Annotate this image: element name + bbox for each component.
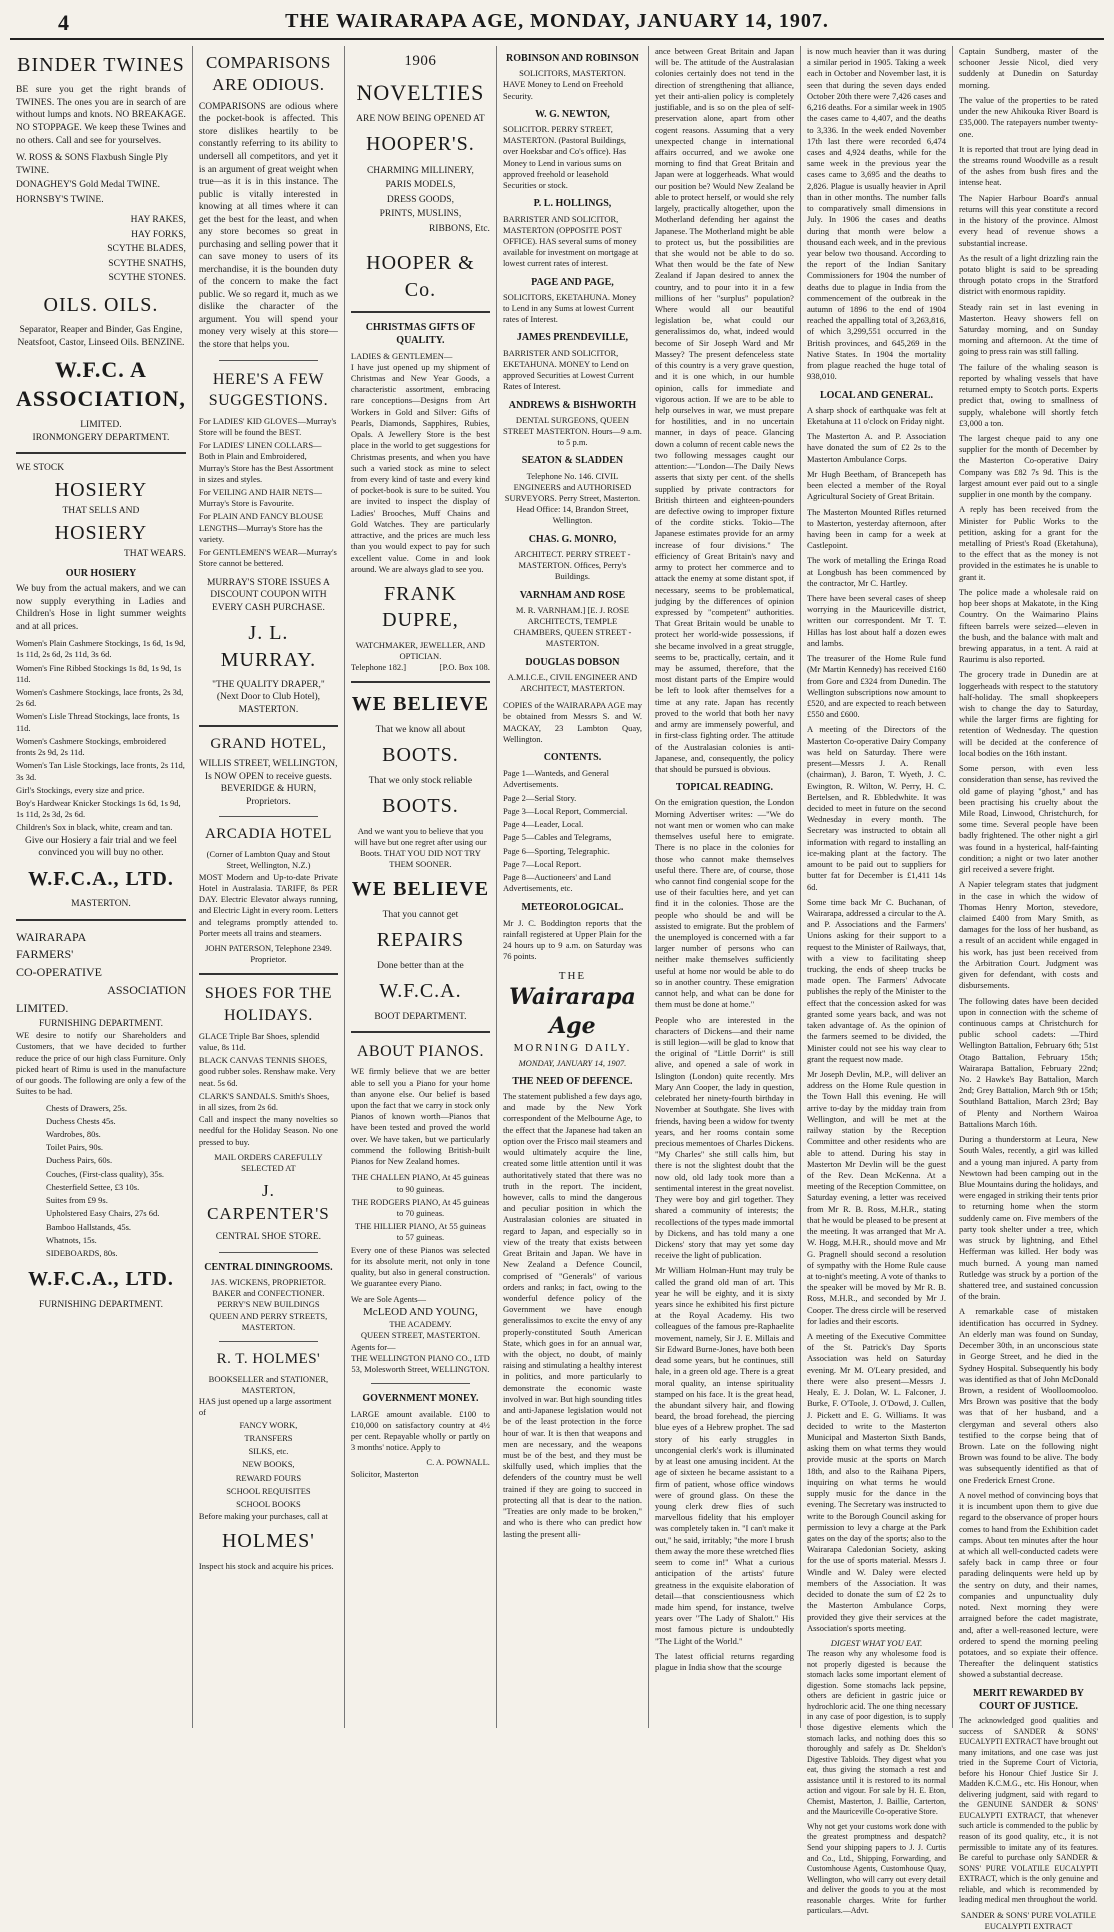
murray-notice: MURRAY'S STORE ISSUES A DISCOUNT COUPON WITH EVERY CASH PURCHASE. [206, 577, 330, 613]
news-item: Mr Hugh Beetham, of Brancepeth has been elected a member of the Royal Agricultural Society of Great Britain. [806, 468, 946, 502]
pianos-body: WE firmly believe that we are better able to sell you a Piano for your home than anyone else. Our belief is based upon the fact that we carry in stock only Pianos of known worth—Pianos that have been tested and proved the world over. We have taken, but we particularly commend the following British-built Pianos for New Zealand homes. [350, 1066, 490, 1167]
furnish-logo [16, 929, 186, 1018]
news-item: A sharp shock of earthquake was felt at Eketahuna at 11 o'clock on Friday night. [806, 404, 946, 426]
list-item: FARMERS' [16, 947, 74, 962]
novelties-heading: NOVELTIES [356, 79, 485, 105]
believe-body-3: And we want you to believe that you will have but one regret after using our Boots. THAT YOU DID NOT TRY THEM SOONER. [354, 825, 487, 870]
list-item: SCHOOL REQUISITES [226, 1485, 311, 1496]
news-item: A meeting of the Directors of the Masterton Co-operative Dairy Company was held on Saturday. There were present—Messrs J. A. Renall (chairman), J. Baron, T. Wyeth, J. C. Ewington, R. Wilton, W. Perry, H. C. Bertelsen, and R. Ebbledwhite. It was decided to meet in future on the second Wednesday in every month. The Secretary was instructed to obtain all information with regard to installing an ice-making plant at the factory. The amount to be paid out to suppliers for butter fat for December is £1,411 14s 6d. [806, 724, 946, 892]
dupre-contact [351, 662, 490, 673]
news-item: The grocery trade in Dunedin are at loggerheads with respect to the statutory half-holiday. The small shopkeepers wish to change the day to Saturday, while the larger firms are fighting for retention of Wednesday. The question will be decided at the conference of local bodies on the 16th instant. [958, 669, 1098, 758]
news-item: There have been several cases of sheep worrying in the Mauriceville district, written our correspondent. Mr T. T. Hillas has lost about half a dozen ewes and lambs. [806, 593, 946, 648]
govt-money-heading: GOVERNMENT MONEY. [362, 1393, 479, 1405]
andrews-body: DENTAL SURGEONS, QUEEN STREET MASTERTON. Hours—9 a.m. to 5 p.m. [502, 414, 642, 448]
news-item: The Masterton Mounted Rifles returned to Masterton, yesterday afternoon, after having been in camp for a week at Castlepoint. [806, 506, 946, 551]
topical-end: The latest official returns regarding plague in India show that the scourge [654, 1650, 794, 1673]
news-item: The work of metalling the Eringa Road at Longbush has been commenced by the contractor, Mr C. Hartley. [806, 555, 946, 588]
pianos-heading: ABOUT PIANOS. [356, 1043, 484, 1061]
boots-label: BOOTS. [382, 744, 459, 767]
list-item: Women's Cashmere Stockings, embroidered fronts 2s 9d, 2s 11d. [16, 735, 167, 758]
hoopers-name: HOOPER'S. [366, 133, 475, 156]
prendeville-body: BARRISTER AND SOLICITOR, EKETAHUNA. MONEY to Lend on approved Securities at Lowest Current Rates of Interest. [502, 347, 634, 392]
list-item: Duchess Pairs, 60s. [46, 1155, 113, 1166]
varnham-heading: VARNHAM AND ROSE [519, 589, 626, 601]
list-item: Women's Plain Cashmere Stockings, 1s 6d, 1s 9d, 1s 11d, 2s 6d, 2s 11d, 3s 6d. [16, 638, 186, 660]
queen-street: QUEEN STREET, MASTERTON. [360, 1330, 480, 1341]
furnish-body: WE desire to notify our Shareholders and Customers, that we have decided to further reduce the price of our high class Furniture. Only picked heart of Rimu is used in the manufacture of our goods. The following are only a few of the Suites to be had. [16, 1030, 186, 1097]
govt-money-name: C. A. POWNALL. [426, 1457, 490, 1468]
defence-heading: THE NEED OF DEFENCE. [512, 1075, 633, 1087]
list-item: Page 1—Wanteds, and General Advertisements. [502, 768, 609, 790]
news-item: As the result of a light drizzling rain the potato blight is said to be spreading through potato crops in the Stratford district with enormous rapidity. [958, 252, 1098, 297]
dobson-ad [503, 656, 642, 695]
list-item: REWARD FOURS [235, 1472, 302, 1483]
robinson-sub: SOLICITORS, MASTERTON. [519, 68, 626, 79]
arcadia-address: (Corner of Lambton Quay and Stout Street, Wellington, N.Z.) [206, 849, 331, 871]
newton-heading: W. G. NEWTON, [535, 108, 610, 120]
dupre-telephone: Telephone 182.] [350, 662, 407, 673]
monro-ad [503, 533, 642, 583]
list-item: WAIRARAPA [16, 929, 87, 944]
prendeville-heading: JAMES PRENDEVILLE, [516, 332, 629, 344]
list-item: For LADIES' KID GLOVES—Murray's Store will be found the BEST. [198, 415, 337, 437]
list-item: Boy's Hardwear Knicker Stockings 1s 6d, 1s 9d, 1s 11d, 2s 3d, 2s 6d. [16, 797, 181, 820]
list-item: HAY RAKES, [130, 215, 186, 226]
list-item: DRESS GOODS, [386, 194, 454, 205]
comparisons-body: COMPARISONS are odious where the pocket-book is affected. This store dislikes heartily to be constantly referring to its ability to undersell all competitors, and yet it is an argument of great weight when true—as it is in this instance. The public is vitally interested in knowing at all times where it can get the best for the least, and when any store becomes so great in purchasing and selling power that it can save money to users of its merchandise, it is the bounden duty of the concern to make the fact public. We so regard it, much as we dislike the character of the argument. You will spend your money very wisely at this store—the store that helps you. [198, 101, 338, 350]
hosiery-body: We buy from the actual makers, and we can now supply everything in Ladies and Children's Hose in light summer weights and at all prices. [16, 583, 186, 632]
merit-body: The acknowledged good qualities and success of SANDER & SONS' EUCALYPTI EXTRACT have brought out many imitations, and one case was just tried in the Supreme Court of Victoria, before his Honour Chief Justice Sir J. Madden K.C.M.G., etc. His Honour, when delivering judgment, said with regard to the GENUINE SANDER & SONS' EUCALYPTI EXTRACT, that whenever such article is commended to the public by reason of its good quality, etc., it is not permissible to imitate any of its features. Be careful to purchase only SANDER & SONS' PURE VOLATILE EUCALYPTI EXTRACT, which is the only genuine and reliable, and which is recommended by leading medical men throughout the world. [958, 1716, 1098, 1905]
hollings-ad [503, 197, 642, 269]
dining-heading: CENTRAL DININGROOMS. [204, 1261, 333, 1273]
varnham-body: M. R. VARNHAM.] [E. J. ROSE ARCHITECTS, TEMPLE CHAMBERS, QUEEN STREET - MASTERTON. [513, 604, 632, 649]
list-item: CLARK'S SANDALS. Smith's Shoes, in all sizes, from 2s 6d. [198, 1090, 330, 1112]
wfca-heading: W.F.C. A ASSOCIATION, [16, 357, 186, 412]
merit-heading: MERIT REWARDED BY COURT OF JUSTICE. [973, 1687, 1084, 1712]
local-news [807, 405, 946, 1634]
news-item: A reply has been received from the Minister for Public Works to the petition, asking for a grant for the metalling of Priest's Road (Eketahuna), to the effect that as the money is not provided in the estimates he is unable to grant it. [958, 504, 1098, 582]
list-item: Suites from £9 9s. [46, 1195, 108, 1206]
list-item: THE CHALLEN PIANO, At 45 guineas to 90 guineas. [351, 1172, 490, 1194]
academy: THE ACADEMY. [389, 1319, 452, 1330]
dupre-sub: WATCHMAKER, JEWELLER, AND OPTICIAN. [355, 639, 486, 661]
seaton-heading: SEATON & SLADDEN [521, 455, 624, 467]
varnham-ad [503, 589, 642, 650]
topical-body-2: People who are interested in the characters of Dickens—and their name is still legion—will be glad to know that the original of "Little Dorrit" is still alive, and opened a sale of work in Islington (London) quite recently. Mrs Mary Ann Cooper, the lady in question, celebrated her ninety-fourth birthday in November at Southgate. She lives with friends, having been a widow for twenty years, and her rooms contain some precious mementoes of Charles Dickens. "My Charles" she still calls him, but there is not the slightest doubt that the now old, old lady took more than a sentimental interest in the great novelist. They were boy and girl together. They shared a community of interests; the recollections of the types made immortal by Dickens, and has told many a one Dickens' story that may yet some day receive the light of publication. [654, 1014, 794, 1261]
list-item: Chests of Drawers, 25s. [46, 1102, 127, 1113]
seaton-ad [503, 454, 642, 526]
believe-heading-2: WE BELIEVE [351, 878, 490, 901]
list-item: TRANSFERS [244, 1432, 293, 1443]
dining-trade: BAKER and CONFECTIONER. PERRY'S NEW BUILDINGS [212, 1288, 325, 1310]
newton-body: SOLICITOR. PERRY STREET, MASTERTON. (Pastoral Buildings, over Hoeksbar and Co's office). Has Money to Lend in various sums on approved freehold or leasehold Securities or stock. [502, 124, 627, 191]
arcadia-body: MOST Modern and Up-to-date Private Hotel in Australasia. TARIFF, 8s PER DAY. Electric Elevator always running, and Electric Light in every room. Letters and telegrams promptly attended to. Porter meets all trains and steamers. [198, 871, 338, 938]
list-item: THE RODGERS PIANO, At 45 guineas to 70 guineas. [351, 1196, 490, 1218]
xmas-body: I have just opened up my shipment of Christmas and New Year Goods, a characteristic assortment, embracing rare conceptions—Designs from Art Workers in Gold and Silver: Gifts of Pearls, Diamonds, Sapphires, Rubies, Opals. A Jewellery Store is the best place in the world to get suggestions for Christmas presents, and when you have such a varied stock as mine to select from every kind of taste and every kind of pocket-book is sure to be suited. You are invited to inspect the display of Ladies' Brooches, Muff Chains and Gold Watches. They are particularly attractive, and the prices are much less than you would expect to pay for such excellent value. Come in and look around. We are always glad to see you. [350, 361, 490, 574]
shoes-body: Call and inspect the many novelties so needful for the Holiday Season. No one pressed to buy. [198, 1114, 338, 1147]
meteorological-heading: METEOROLOGICAL. [521, 902, 624, 914]
column-7 [953, 46, 1104, 1932]
ironmongery-dept: IRONMONGERY DEPARTMENT. [32, 432, 170, 443]
holmes-list [199, 1419, 338, 1512]
believe-heading: WE BELIEVE [351, 693, 490, 716]
holmes-sub: BOOKSELLER and STATIONER, MASTERTON, [208, 1373, 329, 1395]
list-item: For LADIES' LINEN COLLARS—Both in Plain and Embroidered, Murray's Store has the Best Assortment in sizes and styles. [198, 440, 334, 484]
arcadia-heading: ARCADIA HOTEL [204, 826, 332, 843]
hooper-co: HOOPER & Co. [366, 252, 475, 301]
page-body: SOLICITORS, EKETAHUNA. Money to Lend in any Sums at lowest Current rates of Interest. [502, 291, 637, 325]
column-2 [193, 46, 345, 1728]
contents-list [503, 767, 642, 895]
column-6 [801, 46, 953, 1916]
holmes-heading: R. T. HOLMES' [216, 1350, 321, 1367]
arcadia-proprietor: JOHN PATERSON, Telephone 2349. Proprietor. [205, 943, 332, 965]
news-item: Captain Sundberg, master of the schooner Jessie Nicol, died very suddenly at Dunedin on Saturday morning. [958, 46, 1098, 90]
list-item: Page 6—Sporting, Telegraphic. [502, 845, 610, 856]
list-item: Girl's Stockings, every size and price. [16, 784, 145, 795]
list-item: Women's Cashmere Stockings, lace fronts, 2s 3d, 2s 6d. [16, 686, 184, 709]
list-item: Women's Lisle Thread Stockings, lace fronts, 1s 11d. [16, 711, 180, 733]
list-item: PARIS MODELS, [385, 180, 456, 191]
list-item: SIDEBOARDS, 80s. [46, 1247, 118, 1258]
list-item: ASSOCIATION [107, 983, 186, 998]
contents-heading: CONTENTS. [543, 752, 602, 764]
list-item: PRINTS, MUSLINS, [379, 209, 462, 220]
topical-heading: TOPICAL READING. [675, 782, 773, 794]
carpenter-name: J. CARPENTER'S [207, 1181, 330, 1223]
paper-title: Wairarapa Age [509, 984, 636, 1040]
monro-body: ARCHITECT. PERRY STREET - MASTERTON. Offices, Perry's Buildings. [514, 548, 631, 582]
list-item: Upholstered Easy Chairs, 27s 6d. [46, 1208, 160, 1219]
news-item: The Napier Harbour Board's annual returns will this year constitute a record in the history of the province. Almost every head of revenue shows a substantial increase. [958, 192, 1098, 248]
wfca-ltd: W.F.C.A., LTD. [28, 867, 174, 890]
dupre-po-box: [P.O. Box 108. [439, 662, 490, 673]
news-item: The treasurer of the Home Rule fund (Mr Martin Kennedy) has received £160 from Gore and £324 from Dunedin. The Wellington subscriptions now amount to £520, and are expected to reach between £550 and £600. [806, 653, 946, 720]
list-item: RIBBONS, Etc. [428, 223, 490, 234]
list-item: Couches, (First-class quality), 35s. [46, 1168, 165, 1179]
list-item: Page 7—Local Report. [502, 858, 582, 869]
hosiery-close: Give our Hosiery a fair trial and we feel convinced you will buy no other. [24, 835, 177, 859]
repairs-label: REPAIRS [376, 929, 465, 952]
plague-continued: is now much heavier than it was during a similar period in 1905. Taking a week each in October and November last, it is seen that during the seven days ended October 20th there were 7,426 cases and 6,216 deaths. For a similar week in 1905 the cases came to 4,407, and the deaths to 3,336. In the week ended November 17th last there were recorded 6,474 cases and 4,924 deaths, while for the same week in the previous year the cases came to 3,695 and the deaths to 2,826. Plague is usually heavier in April than in other months. The number falls to comparatively small dimensions in July. In 1906 the cases and deaths during that month were below a thousand each week, and in the previous year below two thousand. According to the report of the Indian Sanitary Commissioners for 1904 the number of deaths due to plague in India from the commencement of the outbreak in the autumn of 1896 to the end of 1904 reached the appalling total of 3,263,816, of which 3,299,551 occurred in the British provinces, and 645,269 in the Native States. In 1904 the mortality from plague reached the huge total of 938,010. [806, 46, 946, 382]
believe-body-4: That you cannot get [382, 909, 459, 920]
carpenter-sub: CENTRAL SHOE STORE. [215, 1232, 322, 1243]
customs-body: Why not get your customs work done with the greatest promptness and despatch? Send your shipping papers to J. J. Curtis and Co., Ltd., Shipping, Forwarding, and Customhouse Agents, Customhouse Quay, Wellington, who will carry out every detail and deliver the goods to you at the most reasonable charges. Write for further particulars.—Advt. [806, 1821, 946, 1916]
paper-date: MONDAY, JANUARY 14, 1907. [518, 1057, 627, 1068]
news-item: The police made a wholesale raid on hop beer shops at Makatote, in the King Country. On the Waimarino Plains fifteen barrels were seized—eleven in the bush, and the balance with malt and brewing apparatus, in a tent. A raid at Raurimu is also reported. [958, 586, 1098, 665]
column-3 [345, 46, 497, 1728]
suggestions-heading: HERE'S A FEW SUGGESTIONS. [208, 370, 329, 409]
dupre-heading: FRANK DUPRE, [382, 582, 459, 632]
binder-brand: DONAGHEY'S Gold Medal TWINE. [16, 180, 161, 191]
list-item: Page 3—Local Report, Commercial. [502, 805, 628, 816]
oils-heading: OILS. OILS. [43, 293, 159, 316]
list-item: SCYTHE STONES. [108, 273, 186, 284]
news-item: A remarkable case of mistaken identification has occurred in Sydney. An elderly man was found on Sunday, December 30th, in an unconscious state in George Street, and he died in the Sydney Hospital. Subsequently his body was identified as that of John McDonald Brown, a resident of Woolloomooloo. Mrs Brown was positive that the body was that of her husband, and a clergyman and several others also testified to the corpse being that of Brown. Late on the following night Brown was found to be alive. The body was subsequently identified as that of one Frederick Ernest Crone. [958, 1306, 1098, 1485]
merit-end: SANDER & SONS' PURE VOLATILE EUCALYPTI EXTRACT [960, 1909, 1096, 1932]
defence-continued: ance between Great Britain and Japan will be. The attitude of the Australasian colonies certainly does not tend in the direction of strengthening that alliance, yet their anti-alien policy is completely justifiable, and is so on the plea of self-preservation alone, apart from other cogent reasons. Assuming that a very unexpected change in international affairs occurred, and we awoke one morning to find that Great Britain and Japan were at loggerheads. What would our position be? Would New Zealand be able to protect herself, or would she rely largely, practically altogether, upon the Motherland defending her against the Japanese. The Motherland might be able to protect us, but the possibilities are that she would not be able to do so. What then would be the fate of New Zealand if Japan desired to annex the country, and to pour into it in a few millions of her "surplus" population? Where would all our beautiful legislation be, what could our generalissimos do, what, indeed would become of Sir Joseph Ward and Mr Massey? The present defenceless state of this country is a very grave question, and it is one which, in our humble opinion, calls for immediate and vigorous action. If we are to be able to help ourselves in war, we must prepare for hostilities, and in no uncertain manner, in days of peace. Glancing down a column of recent cable news the two following messages caught our attention:—"London—The Daily News asserts that sixty per cent. of the shells supplied by private contractors for British thirteen and eighteen-pounders are defective owing to improper fixture of the cordite sticks. Tokio—The Japanese estimates provide for an army increase of four divisions." The efficiency of Great Britain's navy and army to protect her commerce and to attack the enemy at some distant spot, if necessary, seems to be problematical, judging by the differences of opinion expressed by "competent" authorities. That Great Britain would be unable to protect her world-wide possessions, if she became involved in a great struggle, seems to be, practically, certain, and it may be assumed, therefore, that the most distant parts of the Empire would be left to look after themselves for a time at any rate. Japan has recently proved to the world that both her navy and army are immensely powerful, and in first-class fighting order. The attitude of the Australasian colonies is anti-Japanese, and, consequently, the policy that should be pursued is obvious. [654, 46, 794, 774]
wfca-label: W.F.C.A. [379, 980, 462, 1003]
list-item: Page 8—Auctioneers' and Land Advertisements, etc. [502, 872, 611, 894]
list-item: Page 2—Serial Story. [502, 792, 577, 803]
holmes-name: HOLMES' [221, 1530, 315, 1553]
news-item: The failure of the whaling season is reported by whaling vessels that have returned empty to Scotch ports. Experts predict that, owing to smallness of supply, whalebone will shortly fetch £3,000 a ton. [958, 361, 1098, 428]
paper-sub: MORNING DAILY. [513, 1042, 632, 1055]
news-item: A novel method of convincing boys that it is incumbent upon them to give due regard to the observance of proper hours comes to hand from the Exhibition cadet camps. About ten minutes after the hour at which all well-conducted cadets were safely back in camp three or four parading delinquents were held up by the sentry on duty, and their names, companies and unpunctuality duly noted. Next morning they were arraigned before the cadet magistrate, and, after a well-reasoned lecture, were ordered to spend the morning peeling potatoes, and so expiate their offence. Thereafter the delinquent statistics showed a substantial decrease. [958, 1489, 1098, 1680]
dining-proprietor: JAS. WICKENS, PROPRIETOR. [210, 1276, 326, 1287]
pianos-list [351, 1171, 490, 1244]
list-item: Page 5—Cables and Telegrams, [502, 832, 612, 843]
holmes-end: Inspect his stock and acquire his prices. [198, 1560, 334, 1571]
masthead [10, 8, 1104, 40]
news-item: It is reported that trout are lying dead in the streams round Woodville as a result of the ashes from bush fires and the intense heat. [958, 143, 1098, 188]
topical-body: On the emigration question, the London Morning Advertiser writes: —"We do not want men or women who can make themselves useful here to emigrate. There is no place in the colonies for those who cannot make themselves useful there. There are, of course, those who cannot find congenial scope for the use of their faculties here, and yet can find it in the colonies. Those are the people who should be and will be assisted to emigrate. But the problem of the unemployed is concerned with a far larger number of persons who can neither make themselves sufficiently useful at home nor would be able to do so in another country. These emigration cannot help, and what can be done for them must be done at home." [654, 797, 794, 1010]
govt-money-end: Solicitor, Masterton [350, 1468, 419, 1479]
wfca-limited: LIMITED. [80, 420, 122, 431]
list-item: For GENTLEMEN'S WEAR—Murray's Store cannot be bettered. [198, 547, 337, 569]
list-item: Children's Sox in black, white, cream and tan. [16, 822, 173, 833]
news-item: Some time back Mr C. Buchanan, of Wairarapa, addressed a circular to the A. and P. Associations and the Farmers' Unions asking for their support to a request to the Minister of Railways, that, with a view to facilitating sheep trucking, the ends of sheep trucks be made open. The Farmers' Advocate publishes the reply of the Minister to the effect that the concession asked for was granted some years back, and was not taken advantage of. As the opinion of the farmers seemed to be divided, the Minister could not see his way clear to grant the request now made. [806, 896, 946, 1064]
list-item: Women's Fine Ribbed Stockings 1s 8d, 1s 9d, 1s 11d. [16, 662, 182, 684]
murray-tagline: "THE QUALITY DRAPER," [212, 679, 325, 690]
robinson-body: HAVE Money to Lend on Freehold Security. [502, 79, 623, 101]
monro-heading: CHAS. G. MONRO, [528, 533, 617, 545]
topical-body-3: Mr William Holman-Hunt may truly be called the grand old man of art. This year he will be eighty, and it is sixty years since he exhibited his first picture at the Royal Academy. His two colleagues of the famous pre-Raphaelite movement, namely, Sir J. E. Millais and Sir Edward Burne-Jones, have both been dead some years, but he continues, still hale, in a green old age. There is a great moral quality, an intense spirituality stamped on his face. It is the great head, the abundant silvery hair, and flowing beard, the broad forehead, the piercing blue eyes of a Hebrew prophet. The sad story of his early struggles in uncongenial clerk's work is illuminated by at least one amusing incident. At the age of sixteen he became assistant to a firm of patient, whose office windows were of ground glass. On these the young clerk drew flies of such marvellous fidelity that his employer was completely taken in. "I can't make it out," he said, irritably; "the more I brush them away the more these wretched flies seem to come in!" What a curious anticipation of the artists' future greatness in the exquisite elaboration of detail—that conscientiousness which made him spend, for instance, twelve years over "The Lady of Shalott." His most famous picture is undoubtedly "The Light of the World." [654, 1265, 794, 1646]
masterton-label: MASTERTON. [71, 899, 131, 910]
binder-brand: W. ROSS & SONS Flaxbush Single Ply TWINE. [16, 153, 168, 176]
list-item: Duchess Chests 45s. [46, 1115, 116, 1126]
news-item: A Napier telegram states that judgment in the case in which the widow of Thomas Henry Morton, stevedore, claimed £400 from Mary Smith, as damages for the loss of her husband, as a result of an accident while engaged in his work, has just been received from the Arbitration Court. Judgment was given for defendant, with costs and disbursements. [958, 879, 1098, 991]
hosiery-end: THAT WEARS. [123, 549, 186, 560]
paper-the: THE [558, 969, 587, 982]
page-number: 4 [58, 10, 69, 35]
shoes-heading: SHOES FOR THE HOLIDAYS. [204, 985, 332, 1024]
meteorological-body: Mr J. C. Boddington reports that the rainfall registered at Upper Plain for the 24 hours up to 9 a.m. on Saturday was 76 points. [502, 917, 642, 962]
wfca-ltd-2: W.F.C.A., LTD. [28, 1268, 174, 1291]
grand-hotel-heading: GRAND HOTEL, [210, 735, 327, 752]
list-item: GLACE Triple Bar Shoes, splendid value, 8s 11d. [198, 1030, 320, 1052]
hay-tools-list [16, 213, 186, 286]
list-item: Wardrobes, 80s. [46, 1129, 101, 1139]
news-item: The following dates have been decided upon in connection with the scheme of continuous camps at Christchurch for public school cadets: —Third Wellington Battalion, February 6th; 51st Otago Battalion, February 15th; Wairarapa Battalion, February 22nd; No. 2 Hawke's Bay Battalion, March 2nd; Grey Battalion, March 9th or 15th; Southland Battalion, March 23rd; Bay of Plenty and Northern Wairoa Battalions March 16th. [958, 995, 1098, 1129]
column-1 [10, 46, 193, 1728]
list-item: HAY FORKS, [131, 229, 186, 240]
hosiery-mid: THAT SELLS AND [62, 506, 140, 517]
binder-brand: HORNSBY'S TWINE. [16, 194, 104, 205]
murray-name: J. L. MURRAY. [220, 622, 317, 671]
robinson-heading: ROBINSON AND ROBINSON [506, 53, 639, 64]
boots-label-2: BOOTS. [382, 795, 459, 818]
year-label: 1906 [404, 53, 437, 69]
grand-hotel-address: WILLIS STREET, WELLINGTON, [199, 759, 338, 770]
news-item: The Masterton A. and P. Association have donated the sum of £2 2s to the Masterton Ambulance Corps. [806, 431, 946, 464]
list-item: For VEILING AND HAIR NETS—Murray's Store is Favourite. [198, 487, 322, 509]
mcleod-young: McLEOD AND YOUNG, [363, 1305, 478, 1318]
list-item: Whatnots, 15s. [46, 1234, 97, 1245]
hollings-heading: P. L. HOLLINGS, [533, 198, 612, 210]
hosiery-lead: WE STOCK [16, 463, 65, 474]
robinson-ad [503, 52, 642, 102]
hosiery-heading: HOSIERY [54, 478, 148, 501]
dining-address: QUEEN AND PERRY STREETS, MASTERTON. [209, 1310, 328, 1332]
list-item: Chesterfield Settee, £3 10s. [46, 1181, 140, 1192]
believe-body-2: That we only stock reliable [368, 775, 473, 786]
wellington-piano-co: THE WELLINGTON PIANO CO., LTD 53, Molesworth Street, WELLINGTON. [351, 1352, 490, 1375]
list-item: For PLAIN AND FANCY BLOUSE LENGTHS—Murray's Store has the variety. [198, 511, 324, 544]
local-heading: LOCAL AND GENERAL. [819, 389, 934, 401]
hooper-list [351, 164, 490, 237]
list-item: SILKS, etc. [248, 1446, 289, 1457]
novelties-body: ARE NOW BEING OPENED AT [356, 113, 485, 124]
newton-ad [503, 108, 642, 192]
news-item: Some person, with even less consideration than sense, has revived the old game of playing "ghost," and has been practising his cruelty about the Mile Road, Linwood, Christchurch, for some time. Several people have been badly frightened. The other night a girl was found in a hysterical, half-fainting condition; a night or two later another girl received a severe fright. [958, 763, 1098, 875]
agents-for: Agents for— [350, 1341, 396, 1352]
xmas-heading: CHRISTMAS GIFTS OF QUALITY. [365, 322, 476, 347]
dobson-heading: DOUGLAS DOBSON [525, 656, 620, 668]
newspaper-title: THE WAIRARAPA AGE, MONDAY, JANUARY 14, 1907. [285, 10, 829, 32]
list-item: Bamboo Hallstands, 45s. [46, 1221, 131, 1232]
hosiery-heading-2: HOSIERY [54, 521, 148, 544]
page-ad [503, 276, 642, 326]
news-item: The largest cheque paid to any one supplier for the month of December by the Masterton Co-operative Dairy Company was £82 7s 9d. This is the largest amount ever paid out to a single supplier in one month by the company. [958, 433, 1098, 500]
defence-body: The statement published a few days ago, and made by the New York correspondent of the Melbourne Age, to the effect that the Japanese had taken an option over the Frisco mail steamers and would ultimately acquire the line, created some little attention until it was authoritatively stated that there was no truth in the report. The incident, however, calls to mind the dangerous and peculiar position in which the Australasian colonies are situated in regard to Japan, and especially so in view of the treaty that exists between Great Britain and Japan. We have in New Zealand a Defence Council, comprised of "Generals" of various orders and ranks; in fact, owing to the wonderful defence policy of the Government we have enough generalissimos to excite the envy of any properly-constituted South American State, which goes in for an annual war, with the object, no doubt, of mainly raising and stimulating a healthy interest in politics, and more particularly to demonstrate the economic waste involved in war. But high sounding titles and anti-Japanese legislation would not be of the least protection in the force hour of war. It is then that weapons and men are necessary, and the weapons must be of the best, and they must be skilfully used, which implies that the defenders of the country must be well trained if they are going to succeed in protecting all that is dear to the nation. "Treaties are only made to be broken," and who is there who can predict how lasting the present alli- [502, 1091, 642, 1539]
hosiery-sub: OUR HOSIERY [65, 567, 137, 579]
columns [10, 46, 1104, 1932]
digest-body: The reason why any wholesome food is not properly digested is because the stomach lacks some important element of digestion. Some stomachs lack pepsine, others are deficient in gastric juice or hydrochloric acid. The one thing necessary in any case of poor digestion, is to supply those digestive elements which the stomach lacks, and nothing does this so thoroughly and safely as Dr. Sheldon's Digestive Tabloids. They digest what you eat, thus giving the stomach a rest and assistance until it is restored to its normal action and vigour. For sale by H. E. Eton, Chemist, Masterton, J. Baillie, Carterton, and the Mauriceville Co-operative Store. [806, 1649, 946, 1817]
grand-hotel-body: Is NOW OPEN to receive guests. [204, 771, 332, 782]
seaton-body: Telephone No. 146. CIVIL ENGINEERS and AUTHORISED SURVEYORS. Perry Street, Masterton. Head Office: 14, Brandon Street, Wellington. [504, 470, 641, 526]
list-item: BLACK CANVAS TENNIS SHOES, good rubber soles. Renshaw make. Very neat. 5s 6d. [198, 1055, 336, 1088]
news-item: The value of the properties to be rated under the new Ahikouka River Board is £35,000. The ratepayers number twenty-one. [958, 94, 1098, 139]
news-item: A meeting of the Executive Committee of the St. Patrick's Day Sports Association was held on Saturday evening. Mr M. O'Leary presided, and there were also present—Messrs J. Healy, E. J. Dolan, W. L. Falconer, J. Burke, F. O'Toole, J. O'Dowd, J. Cullen, J. Pickett and E. G. Williams. It was decided to write to the Masterton Municipal and Masterton Sixth Bands, asking them on what terms they would provide music at the sports on March 18th, and also to the Raihana Pipers, inquiring on what terms he would supply music for the dance in the evening. The Secretary was instructed to write to the Borough Council asking for permission to levy a charge at the Park gates on the day of the sports; also to the Wairarapa Caledonian Society, asking for the use of sports material. Messrs J. Windle and W. Daley were elected members of the Association. It was decided to donate the sum of £2 2s to the Masterton Ambulance Corps, provided they give their services at the Association's sports meeting. [806, 1331, 946, 1633]
column-5 [649, 46, 801, 1728]
holmes-close: Before making your purchases, call at [198, 1511, 328, 1522]
shoes-mail: MAIL ORDERS CAREFULLY SELECTED AT [214, 1151, 323, 1174]
list-item: LIMITED. [16, 1000, 69, 1015]
hollings-body: BARRISTER AND SOLICITOR, MASTERTON (OPPOSITE POST OFFICE). HAS several sums of money available for investment on mortgage at lowest current rates of interest. [502, 213, 639, 269]
list-item: CHARMING MILLINERY, [366, 165, 474, 176]
binder-twines-body: BE sure you get the right brands of TWINES. The ones you are in search of are without lumps and knots. NO BREAKAGE. NO STOPPAGE. We keep these Twines and no others. Call and see for yourselves. [16, 85, 186, 146]
dobson-body: A.M.I.C.E., CIVIL ENGINEER AND ARCHITECT, MASTERTON. [507, 671, 638, 693]
govt-money-body: LARGE amount available. £100 to £10,000 on satisfactory country at 4½ per cent. Repayable wholly or partly on 3 months' notice. Apply to [350, 1408, 490, 1453]
column-4 [497, 46, 649, 1728]
news-item: Steady rain set in last evening in Masterton. Heavy showers fell on Saturday morning, and on Sunday morning and afternoon. At the time of going to press rain was still falling. [958, 301, 1098, 357]
binder-brands [16, 151, 186, 207]
paper-logo [503, 969, 642, 1056]
news-item: Mr Joseph Devlin, M.P., will deliver an address on the Home Rule question in the Town Hall this evening. He will arrive to-day by the midday train from Wellington, and will be met at the railway station by the Reception Committee and other residents who are able to attend. During his stay in Masterton Mr Devlin will be the guest of the Rev. Dean McKenna. At a meeting of the Reception Committee, on Saturday evening, a letter was received from Mr R. B. Ross, M.H.R., stating that he would be pleased to be present at the meeting. It was arranged that Mr A. W. Hogg, M.H.R., should move and Mr G. Pragnell should second a resolution of sympathy with the Home Rule cause at to-night's meeting. A vote of thanks to the speaker will be moved by Mr R. B. Ross, M.H.R., and seconded by Mr J. Cooper. The dress circle will be reserved for ladies and their escorts. [806, 1069, 946, 1326]
shoes-list [199, 1030, 338, 1115]
suggestions-list [199, 415, 338, 571]
list-item: SCYTHE BLADES, [107, 244, 186, 255]
list-item: Toilet Pairs, 90s. [46, 1142, 104, 1153]
list-item: THE HILLIER PIANO, At 55 guineas to 57 guineas. [355, 1221, 486, 1243]
holmes-body: HAS just opened up a large assortment of [198, 1396, 332, 1418]
list-item: SCHOOL BOOKS [236, 1498, 301, 1509]
andrews-ad [503, 399, 642, 449]
list-item: Page 4—Leader, Local. [502, 819, 584, 830]
page-heading: PAGE AND PAGE, [531, 276, 614, 288]
binder-twines-heading: BINDER TWINES [17, 54, 185, 76]
furnish-list [16, 1102, 186, 1261]
list-item: Women's Tan Lisle Stockings, lace fronts, 2s 11d, 3s 3d. [16, 760, 185, 782]
believe-body: That we know all about [375, 724, 466, 735]
list-item: NEW BOOKS, [242, 1459, 295, 1470]
murray-address: (Next Door to Club Hotel), MASTERTON. [216, 692, 320, 715]
pianos-agents: We are Sole Agents— [350, 1293, 427, 1304]
news-item: During a thunderstorm at Leura, New South Wales, recently, a girl was killed and a young man injured. A party from Newtown had been camping out in the Blue Mountains during the holidays, and were engaged in striking their tents prior to returning home when the storm suddenly came on. Five members of the party took shelter under a tree, which was struck by lightning, and Ethel Hefferman was killed. Her body was much burned. A young man named Rutledge was struck by a portion of the shattered tree, and sustained concussion of the brain. [958, 1134, 1098, 1302]
furnish-dept: FURNISHING DEPARTMENT. [38, 1018, 163, 1029]
list-item: SCYTHE SNATHS, [108, 258, 186, 269]
xmas-salute: LADIES & GENTLEMEN— [350, 350, 453, 361]
grand-hotel-proprietors: BEVERIDGE & HURN, Proprietors. [220, 784, 317, 807]
news-briefs [959, 46, 1098, 1681]
andrews-heading: ANDREWS & BISHWORTH [508, 399, 637, 411]
list-item: FANCY WORK, [239, 1419, 298, 1430]
boot-dept: BOOT DEPARTMENT. [374, 1011, 467, 1022]
prendeville-ad [503, 331, 642, 392]
pianos-body-2: Every one of these Pianos was selected for its absolute merit, not only in tone quality, but also in general construction. We guarantee every Piano. [350, 1244, 490, 1289]
repairs-body: Done better than at the [377, 960, 464, 971]
oils-body: Separator, Reaper and Binder, Gas Engine, Neatsfoot, Castor, Linseed Oils. BENZINE. [17, 325, 185, 348]
furnish-dept-2: FURNISHING DEPARTMENT. [38, 1299, 163, 1310]
digest-heading: DIGEST WHAT YOU EAT. [830, 1637, 923, 1648]
list-item: CO-OPERATIVE [16, 965, 102, 980]
hosiery-list [16, 637, 186, 835]
comparisons-heading: COMPARISONS ARE ODIOUS. [205, 53, 331, 95]
copies-notice: COPIES of the WAIRARAPA AGE may be obtained from Messrs S. and W. MACKAY, 23 Lambton Quay, Wellington. [502, 700, 642, 744]
